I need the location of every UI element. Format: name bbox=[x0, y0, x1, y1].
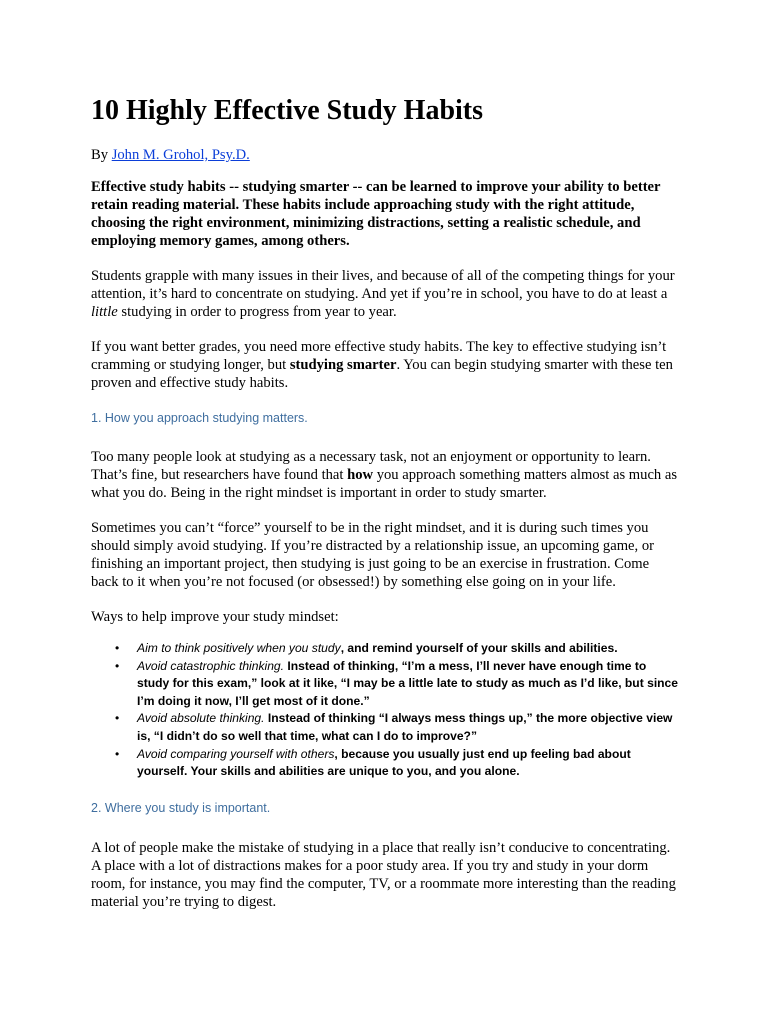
section-1-p1-strong: how bbox=[347, 467, 374, 483]
bullet-emphasis: Avoid comparing yourself with others bbox=[137, 746, 335, 761]
intro-1-text-a: Students grapple with many issues in their lives, and because of all of the competing things for your attention, it’s hard to concentrate on studying. And yet if you’re in school, you have to do at least a bbox=[91, 268, 675, 302]
mindset-bullet-list bbox=[91, 640, 680, 781]
lead-paragraph: Effective study habits -- studying smarter -- can be learned to improve your ability to better retain reading material. These habits include approaching study with the right attitude, choosing the right environment, minimizing distractions, setting a realistic schedule, and employing memory games, among others. bbox=[91, 179, 661, 249]
bullet-text: , and remind yourself of your skills and abilities. bbox=[340, 641, 618, 655]
bullet-emphasis: Avoid catastrophic thinking. bbox=[137, 658, 285, 673]
byline-prefix: By bbox=[91, 147, 112, 163]
section-heading-2: 2. Where you study is important. bbox=[91, 800, 271, 815]
section-1-p1-text-a: Too many people look at studying as a necessary task, not an enjoyment or opportunity to learn. That’s fine, but researchers have found that bbox=[91, 449, 651, 483]
intro-paragraph-1 bbox=[91, 267, 680, 321]
intro-paragraph-2 bbox=[91, 338, 680, 392]
byline bbox=[91, 146, 680, 164]
bullet-emphasis: Avoid absolute thinking. bbox=[137, 711, 265, 726]
bullet-icon: • bbox=[115, 711, 120, 726]
list-item bbox=[115, 658, 680, 711]
list-item bbox=[115, 746, 680, 781]
intro-2-text-a: If you want better grades, you need more effective study habits. The key to effective studying isn’t cramming or studying longer, but bbox=[91, 339, 667, 373]
bullet-text: Instead of thinking, “I’m a mess, I’ll never have enough time to study for this exam,” look at it like, “I may be a little late to study as much as I’d like, but since I’m doing it now, I’ll get most of it done.” bbox=[137, 658, 679, 708]
bullet-emphasis: Aim to think positively when you study bbox=[137, 641, 341, 655]
section-1-paragraph-2: Sometimes you can’t “force” yourself to be in the right mindset, and it is during such times you should simply avoid studying. If you’re distracted by a relationship issue, an upcoming game, or finishing an important project, then studying is just going to be an exercise in frustration. Come back to it when you’re not focused (or obsessed!) by something else going on in your life. bbox=[91, 520, 654, 590]
intro-1-emphasis: little bbox=[91, 304, 118, 320]
document-title: 10 Highly Effective Study Habits bbox=[91, 95, 484, 126]
section-1-paragraph-1 bbox=[91, 448, 680, 502]
list-item bbox=[115, 640, 680, 658]
intro-2-text-b: . You can begin studying smarter with these ten proven and effective study habits. bbox=[91, 357, 673, 391]
list-item bbox=[115, 710, 680, 745]
bullet-icon: • bbox=[115, 746, 120, 761]
section-1-paragraph-3: Ways to help improve your study mindset: bbox=[91, 609, 339, 625]
section-heading-1: 1. How you approach studying matters. bbox=[91, 411, 308, 425]
bullet-text: Instead of thinking “I always mess things up,” the more objective view is, “I didn’t do so well that time, what can I do to improve?” bbox=[137, 711, 673, 743]
intro-1-text-b: studying in order to progress from year to year. bbox=[117, 304, 397, 320]
bullet-icon: • bbox=[115, 658, 120, 673]
intro-2-strong: studying smarter bbox=[289, 357, 397, 373]
bullet-icon: • bbox=[115, 641, 120, 655]
section-2-paragraph-1: A lot of people make the mistake of studying in a place that really isn’t conducive to concentrating. A place with a lot of distractions makes for a poor study area. If you try and study in your dorm room, for instance, you may find the computer, TV, or a roommate more interesting than the reading material you’re trying to digest. bbox=[91, 839, 676, 910]
bullet-text: , because you usually just end up feeling bad about yourself. Your skills and abilities are unique to you, and you alone. bbox=[137, 746, 631, 779]
author-link[interactable]: John M. Grohol, Psy.D. bbox=[111, 147, 250, 163]
section-1-p1-text-b: you approach something matters almost as much as what you do. Being in the right mindset is important in order to study smarter. bbox=[91, 467, 678, 501]
